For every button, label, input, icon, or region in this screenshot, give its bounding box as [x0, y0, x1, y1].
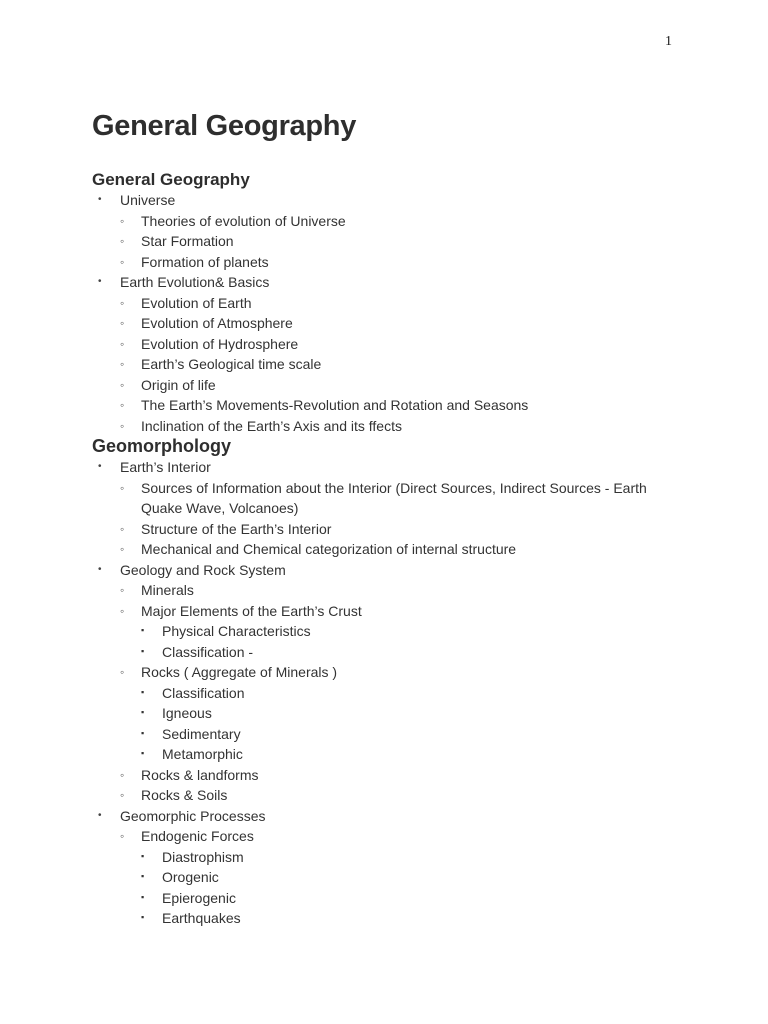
list-item: ◦ Theories of evolution of Universe	[120, 211, 672, 232]
list-item: ◦ Formation of planets	[120, 252, 672, 273]
section-list	[92, 457, 672, 929]
list-item: ◦ Sources of Information about the Interior (Direct Sources, Indirect Sources - Earth Quake Wave, Volcanoes)	[120, 478, 672, 519]
list-item: ▪ Epierogenic	[141, 888, 672, 909]
list-item: ◦ Minerals	[120, 580, 672, 601]
list-item: ◦ Evolution of Earth	[120, 293, 672, 314]
list-item: ◦ Star Formation	[120, 231, 672, 252]
document-body	[92, 110, 672, 929]
list-item: ▪ Physical Characteristics	[141, 621, 672, 642]
list-item: ◦ Inclination of the Earth’s Axis and its ffects	[120, 416, 672, 437]
list-item: • Geomorphic Processes ◦ Endogenic Forces ▪ Diastrophism ▪ Orogenic ▪ Epierogenic ▪ Earthquakes	[92, 806, 672, 929]
list-item: ◦ Structure of the Earth’s Interior	[120, 519, 672, 540]
list-item: ▪ Diastrophism	[141, 847, 672, 868]
list-item: ◦ Evolution of Atmosphere	[120, 313, 672, 334]
list-item: ▪ Sedimentary	[141, 724, 672, 745]
list-item: • Earth Evolution& Basics ◦ Evolution of Earth ◦ Evolution of Atmosphere ◦ Evolution of Hydrosphere ◦ Earth’s Geological time scale ◦ Origin of life ◦ The Earth’s Movements-Revolution and Rotation and Seasons ◦ Inclination of the Earth’s Axis and its ffects	[92, 272, 672, 436]
list-item: ▪ Orogenic	[141, 867, 672, 888]
list-item: ◦ Mechanical and Chemical categorization of internal structure	[120, 539, 672, 560]
list-item: ▪ Igneous	[141, 703, 672, 724]
list-item: • Earth’s Interior ◦ Sources of Information about the Interior (Direct Sources, Indirect Sources - Earth Quake Wave, Volcanoes) ◦ Structure of the Earth’s Interior ◦ Mechanical and Chemical categorization of internal structure	[92, 457, 672, 560]
list-item: ◦ The Earth’s Movements-Revolution and Rotation and Seasons	[120, 395, 672, 416]
list-item: ▪ Classification	[141, 683, 672, 704]
list-item: ◦ Evolution of Hydrosphere	[120, 334, 672, 355]
list-item: ◦ Earth’s Geological time scale	[120, 354, 672, 375]
document-title: General Geography	[92, 110, 357, 142]
list-item: ◦ Rocks & Soils	[120, 785, 672, 806]
list-item: ▪ Classification -	[141, 642, 672, 663]
section-list	[92, 190, 672, 436]
list-item: ◦ Major Elements of the Earth’s Crust ▪ Physical Characteristics ▪ Classification -	[120, 601, 672, 663]
list-item: ▪ Earthquakes	[141, 908, 672, 929]
section-heading-general-geography: General Geography	[92, 170, 250, 189]
page-number: 1	[665, 34, 672, 49]
list-item: ◦ Origin of life	[120, 375, 672, 396]
section-heading-geomorphology: Geomorphology	[92, 436, 231, 456]
list-item: • Universe ◦ Theories of evolution of Universe ◦ Star Formation ◦ Formation of planets	[92, 190, 672, 272]
list-item: ◦ Endogenic Forces ▪ Diastrophism ▪ Orogenic ▪ Epierogenic ▪ Earthquakes	[120, 826, 672, 929]
list-item: ▪ Metamorphic	[141, 744, 672, 765]
list-item: • Geology and Rock System ◦ Minerals ◦ Major Elements of the Earth’s Crust ▪ Physical Characteristics ▪ Classification - ◦ Rocks ( Aggregate of Minerals ) ▪ Classification ▪ Igneous ▪ Sedimentary ▪ Metamorphic ◦ Rocks & landforms ◦ Rocks & Soils	[92, 560, 672, 806]
list-item: ◦ Rocks & landforms	[120, 765, 672, 786]
list-item: ◦ Rocks ( Aggregate of Minerals ) ▪ Classification ▪ Igneous ▪ Sedimentary ▪ Metamorphic	[120, 662, 672, 765]
